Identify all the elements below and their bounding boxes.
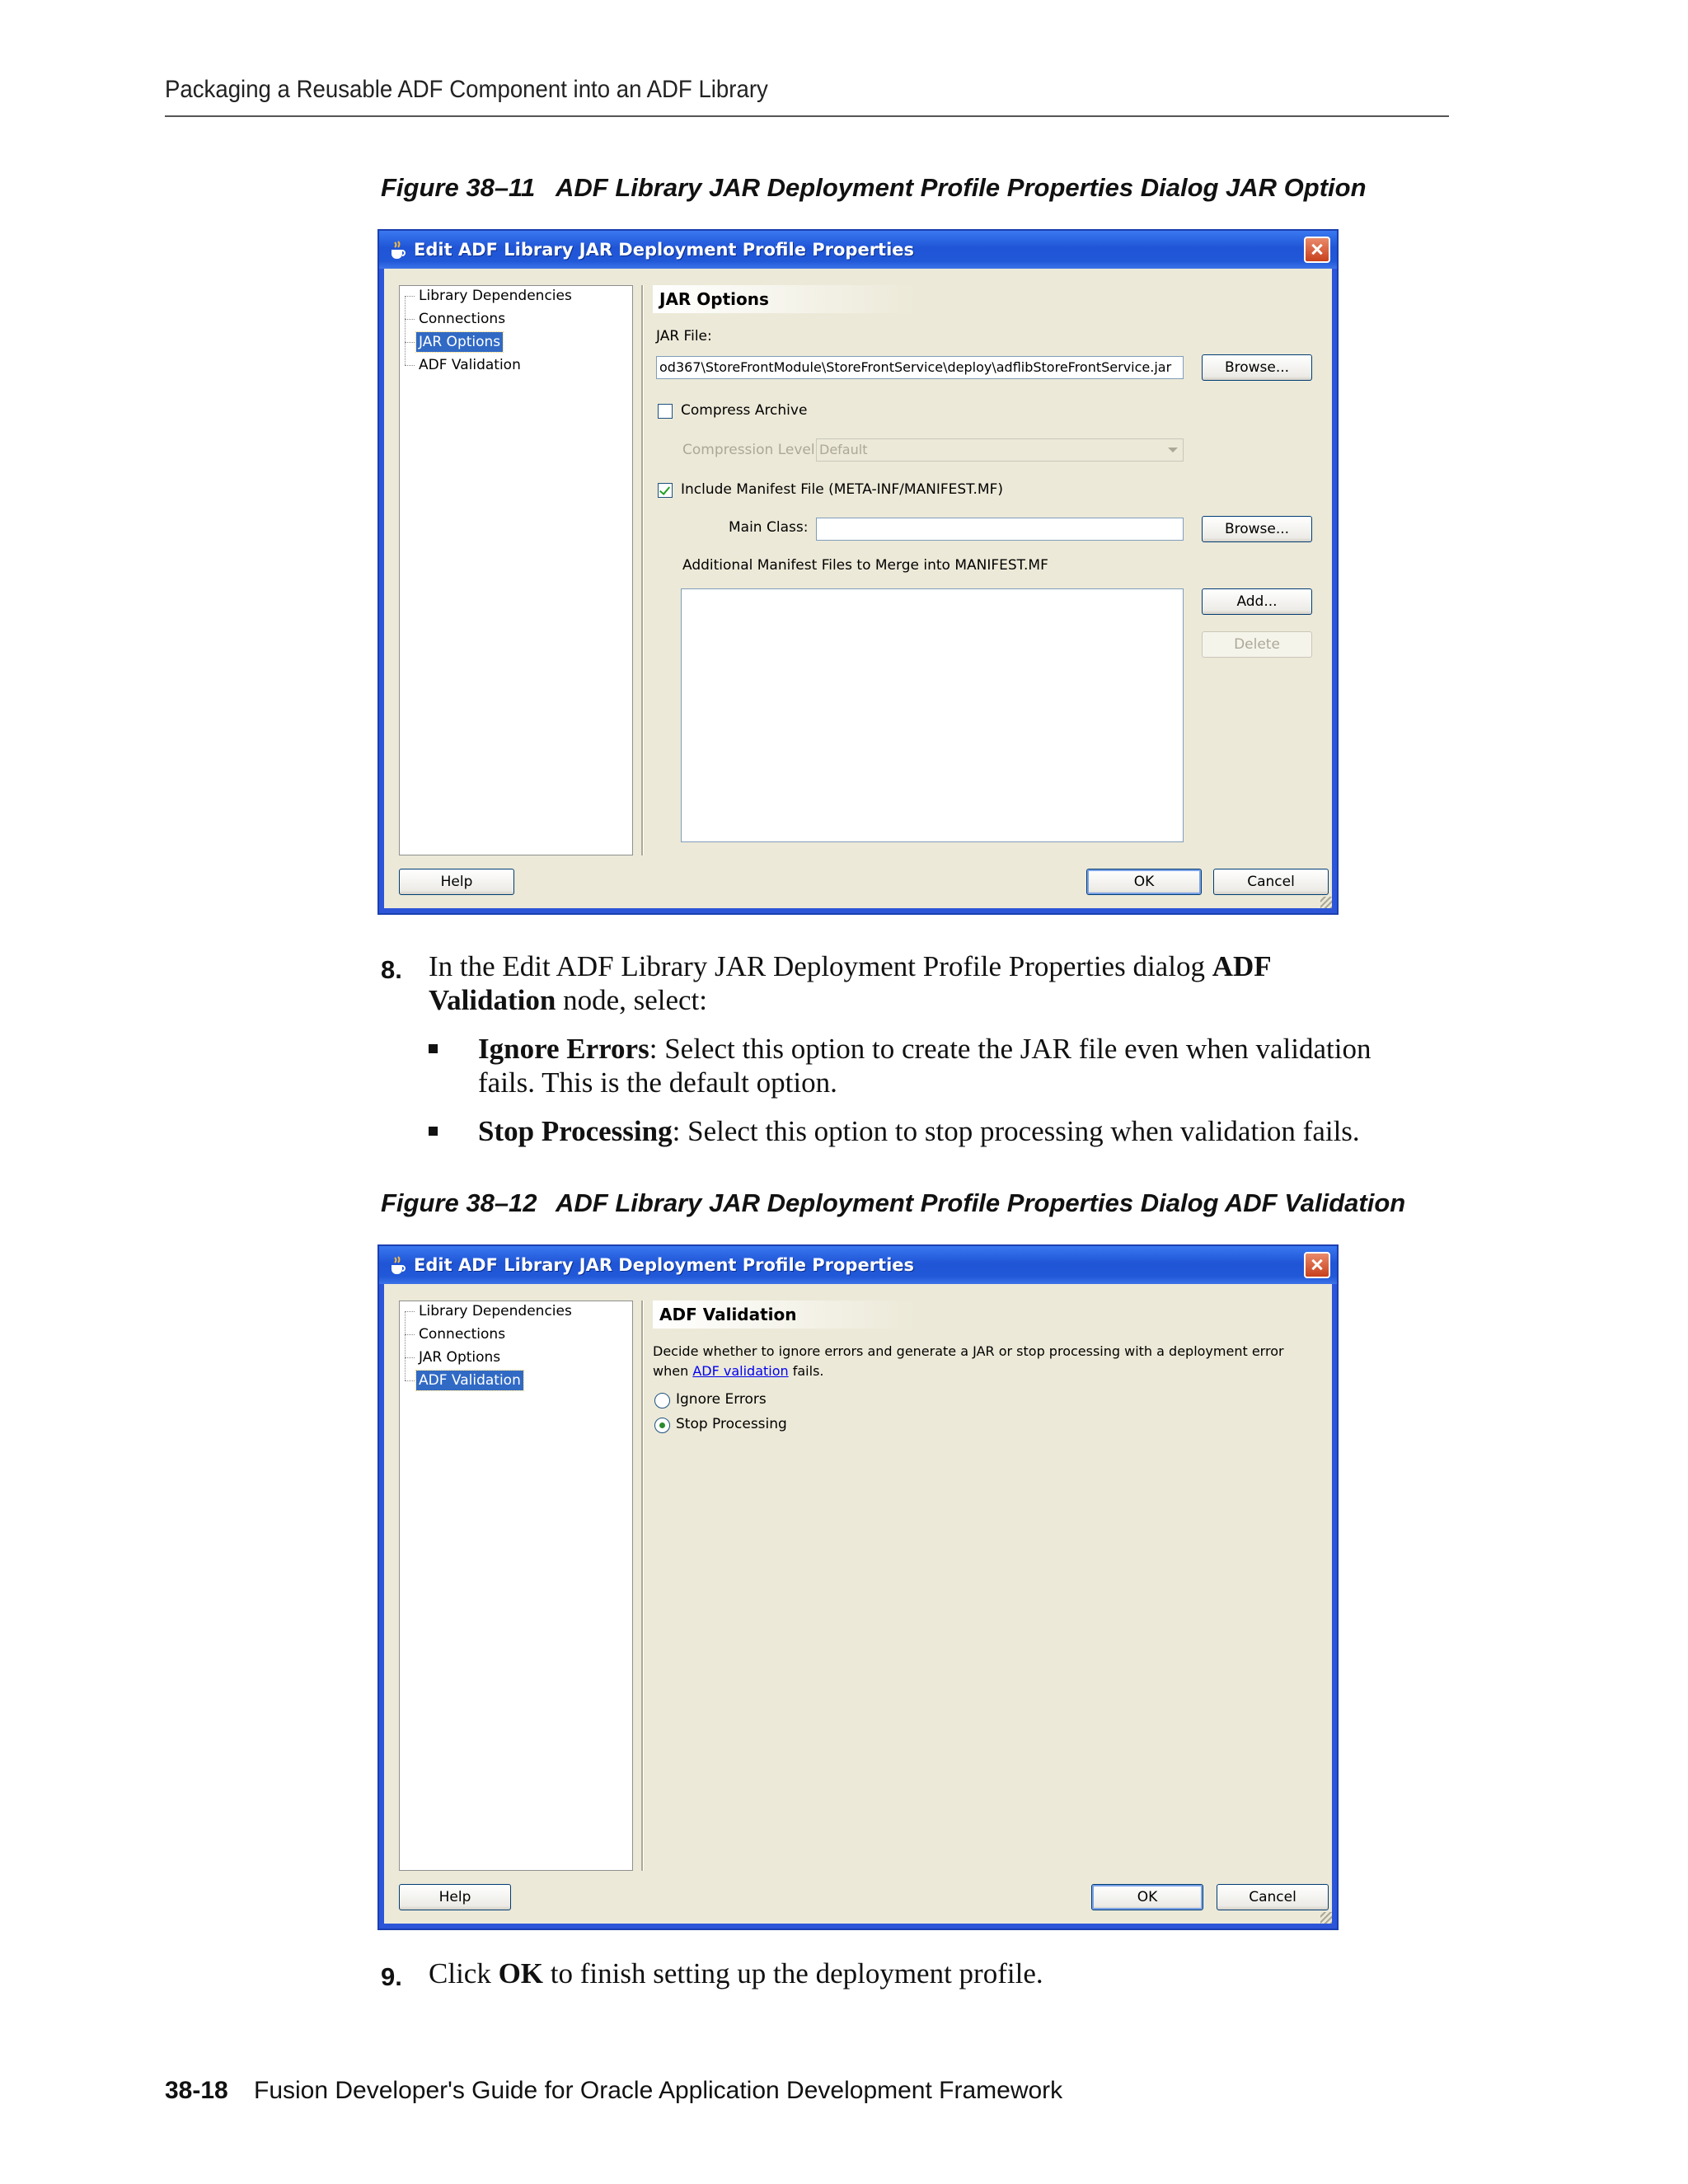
running-header: Packaging a Reusable ADF Component into an ADF Library (165, 76, 768, 103)
tree-item-library-dependencies[interactable]: Library Dependencies (416, 286, 574, 306)
dialog-client (384, 269, 1332, 908)
java-cup-icon (387, 1254, 409, 1276)
step-text (429, 1957, 1376, 1990)
step-8 (381, 949, 1411, 1024)
compress-archive-checkbox[interactable] (658, 404, 673, 419)
ignore-errors-label: Ignore Errors (676, 1391, 767, 1408)
bullet-text (478, 1114, 1409, 1148)
additional-manifest-label: Additional Manifest Files to Merge into MANIFEST.MF (682, 557, 1048, 574)
tree-connector (405, 1311, 406, 1380)
dialog-titlebar[interactable] (379, 1246, 1337, 1284)
tree-item-connections[interactable]: Connections (416, 309, 508, 329)
help-button[interactable]: Help (399, 869, 514, 895)
dialog-titlebar[interactable] (379, 231, 1337, 269)
step-text-part: In the Edit ADF Library JAR Deployment Profile Properties dialog (429, 950, 1205, 982)
figure-title-2: ADF Library JAR Deployment Profile Properties Dialog ADF Validation (556, 1188, 1406, 1217)
tree-item-jar-options[interactable]: JAR Options (416, 332, 503, 352)
main-class-browse-button[interactable]: Browse... (1202, 516, 1312, 542)
compress-archive-label: Compress Archive (681, 402, 808, 419)
additional-manifest-list[interactable] (681, 588, 1184, 842)
add-button[interactable]: Add... (1202, 588, 1312, 615)
compression-level-value: Default (819, 442, 868, 457)
tree-item-connections[interactable]: Connections (416, 1324, 508, 1344)
footer-book-title: Fusion Developer's Guide for Oracle Application Development Framework (254, 2077, 1063, 2104)
jar-file-input[interactable]: od367\StoreFrontModule\StoreFrontService\deploy\adflibStoreFrontService.jar (656, 356, 1184, 379)
stop-processing-radio[interactable] (654, 1418, 670, 1433)
jar-file-label: JAR File: (656, 328, 712, 344)
dialog-title: Edit ADF Library JAR Deployment Profile Properties (414, 1255, 915, 1275)
include-manifest-label: Include Manifest File (META-INF/MANIFEST.MF) (681, 481, 1004, 498)
step-bold-term: ADF Validation (429, 950, 1271, 1016)
main-class-input[interactable] (816, 518, 1184, 541)
include-manifest-checkbox[interactable] (658, 483, 673, 498)
header-rule (165, 115, 1449, 117)
cancel-button[interactable]: Cancel (1217, 1884, 1329, 1910)
bullet-bold-term: Ignore Errors (478, 1033, 649, 1065)
navigation-tree (399, 285, 633, 855)
dialog-client (384, 1284, 1332, 1924)
dialog-jar-options (377, 229, 1339, 915)
java-cup-icon (387, 239, 409, 260)
help-button[interactable]: Help (399, 1884, 511, 1910)
step-text-part: node, select: (563, 984, 708, 1016)
description-end: fails. (792, 1363, 824, 1379)
step-text-part: to finish setting up the deployment profile. (550, 1957, 1043, 1990)
close-button[interactable] (1304, 237, 1330, 263)
adf-validation-panel (653, 1301, 1322, 1871)
step-9 (381, 1957, 1411, 1994)
panel-separator (641, 1301, 644, 1871)
dialog-title: Edit ADF Library JAR Deployment Profile Properties (414, 240, 915, 260)
figure-caption-1 (381, 173, 1367, 203)
bullet-ignore-errors (429, 1032, 1418, 1106)
tree-connector (405, 296, 406, 365)
compression-level-select[interactable] (816, 438, 1184, 462)
tree-item-adf-validation[interactable]: ADF Validation (416, 1371, 523, 1390)
ignore-errors-radio[interactable] (654, 1393, 670, 1408)
figure-title-1: ADF Library JAR Deployment Profile Properties Dialog JAR Option (556, 173, 1367, 202)
resize-grip[interactable] (1320, 897, 1332, 908)
panel-title: ADF Validation (653, 1301, 917, 1329)
step-text-part: Click (429, 1957, 491, 1990)
bullet-description: : Select this option to create the JAR file even when validation fails. This is the default option. (478, 1033, 1372, 1099)
dialog-adf-validation (377, 1244, 1339, 1930)
bullet-bold-term: Stop Processing (478, 1115, 673, 1147)
figure-number-2: Figure 38–12 (381, 1188, 537, 1217)
figure-caption-2 (381, 1188, 1405, 1218)
jar-file-browse-button[interactable]: Browse... (1202, 354, 1312, 381)
bullet-stop-processing (429, 1114, 1418, 1151)
validation-description-line2 (653, 1363, 823, 1379)
tree-item-adf-validation[interactable]: ADF Validation (416, 355, 523, 375)
figure-number-1: Figure 38–11 (381, 173, 536, 202)
cancel-button[interactable]: Cancel (1213, 869, 1329, 895)
navigation-tree (399, 1301, 633, 1871)
stop-processing-label: Stop Processing (676, 1416, 787, 1432)
validation-description-line1: Decide whether to ignore errors and generate a JAR or stop processing with a deployment error (653, 1343, 1284, 1359)
ok-button[interactable]: OK (1086, 869, 1202, 895)
bullet-marker (429, 1127, 438, 1136)
resize-grip[interactable] (1320, 1912, 1332, 1924)
main-class-label: Main Class: (729, 519, 809, 536)
step-number: 8. (381, 955, 402, 984)
tree-item-jar-options[interactable]: JAR Options (416, 1347, 503, 1367)
bullet-description: : Select this option to stop processing when validation fails. (672, 1115, 1360, 1147)
step-number: 9. (381, 1962, 402, 1991)
chevron-down-icon (1163, 441, 1181, 459)
close-button[interactable] (1304, 1252, 1330, 1278)
panel-title: JAR Options (653, 285, 917, 313)
bullet-text (478, 1032, 1409, 1099)
compression-level-label: Compression Level (682, 442, 815, 458)
jar-options-panel (653, 285, 1322, 855)
adf-validation-link[interactable]: ADF validation (692, 1363, 789, 1379)
tree-item-library-dependencies[interactable]: Library Dependencies (416, 1301, 574, 1321)
step-text (429, 949, 1376, 1017)
delete-button[interactable]: Delete (1202, 631, 1312, 658)
bullet-marker (429, 1044, 438, 1053)
panel-separator (641, 285, 644, 855)
ok-button[interactable]: OK (1091, 1884, 1203, 1910)
step-bold-term: OK (498, 1957, 544, 1990)
footer-page-number: 38-18 (165, 2077, 228, 2104)
description-when: when (653, 1363, 689, 1379)
